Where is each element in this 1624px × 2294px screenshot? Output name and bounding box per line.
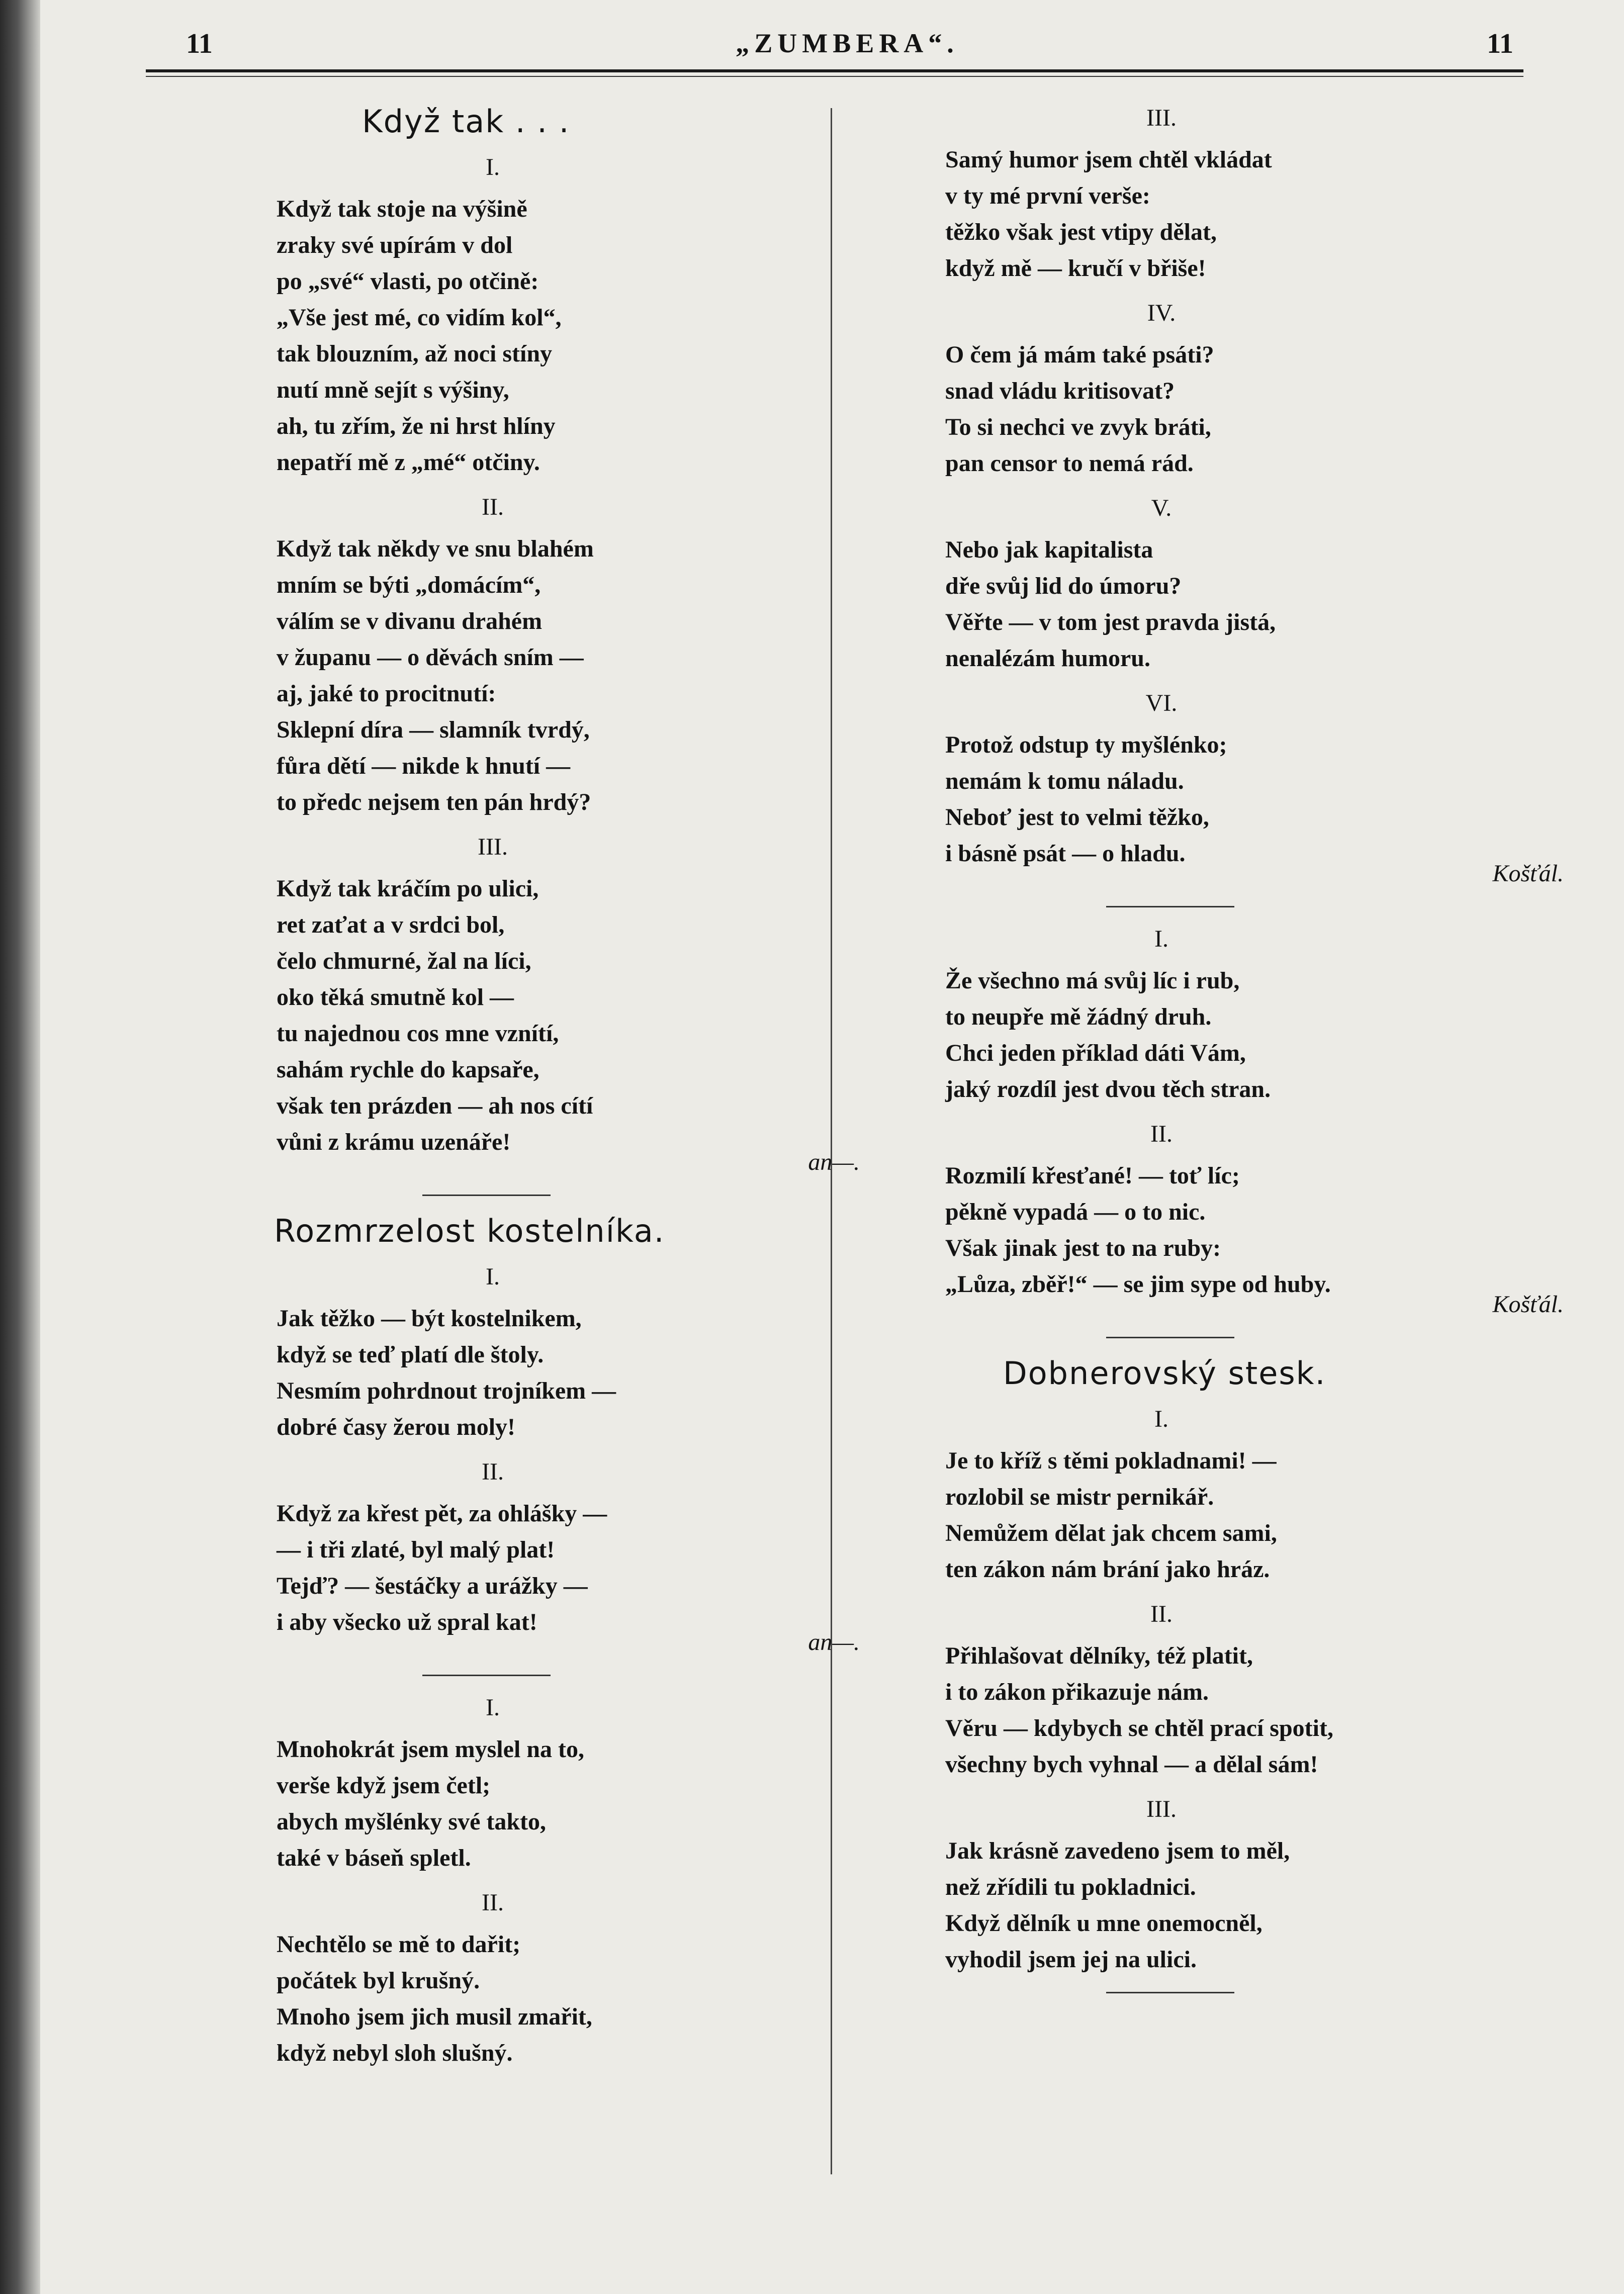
verse-line: jaký rozdíl jest dvou těch stran.	[945, 1076, 1271, 1103]
verse-line: nemám k tomu náladu.	[945, 768, 1184, 794]
stanza	[277, 1454, 820, 1640]
verse-line: Když tak kráčím po ulici,	[277, 875, 539, 902]
verse-line: Když dělník u mne onemocněl,	[945, 1910, 1262, 1937]
verse-line: dře svůj lid do úmoru?	[945, 573, 1182, 599]
verse-line: Samý humor jsem chtěl vkládat	[945, 146, 1272, 173]
section-number: I.	[1154, 1406, 1168, 1432]
author-signature: Košťál.	[1492, 860, 1564, 887]
stanza	[277, 830, 820, 1160]
verse-line: mním se býti „domácím“,	[277, 572, 541, 598]
verse-line: počátek byl krušný.	[277, 1967, 480, 1994]
verse-line: tak blouzním, až noci stíny	[277, 340, 553, 367]
verse-line: i aby všecko už spral kat!	[277, 1609, 537, 1635]
header-rule	[146, 69, 1523, 77]
section-number: I.	[1154, 926, 1168, 952]
verse-line: „Lůza, zběř!“ — se jim sype od huby.	[945, 1271, 1331, 1298]
verse-line: nenalézám humoru.	[945, 645, 1150, 672]
verse-line: nutí mně sejít s výšiny,	[277, 377, 509, 403]
stanza	[945, 1402, 1523, 1588]
verse-line: po „své“ vlasti, po otčině:	[277, 268, 539, 295]
section-number: II.	[1150, 1121, 1172, 1147]
verse-line: — i tři zlaté, byl malý plat!	[277, 1536, 555, 1563]
separator-rule	[422, 1195, 551, 1196]
verse-line: než zřídili tu pokladnici.	[945, 1874, 1196, 1900]
stanza	[945, 1597, 1523, 1783]
right-column	[945, 96, 1564, 2007]
verse-line: čelo chmurné, žal na líci,	[277, 948, 531, 974]
verse-line: snad vládu kritisovat?	[945, 378, 1175, 404]
author-signature: Košťál.	[1492, 1291, 1564, 1318]
verse-line: také v báseň spletl.	[277, 1845, 471, 1871]
stanza	[945, 101, 1523, 287]
verse-line: Neboť jest to velmi těžko,	[945, 804, 1209, 831]
stanza	[277, 1885, 820, 2071]
verse-line: fůra dětí — nikde k hnutí —	[277, 753, 571, 779]
column-divider	[831, 108, 832, 2174]
section-number: II.	[482, 494, 504, 520]
verse-line: Nesmím pohrdnout trojníkem —	[277, 1378, 616, 1404]
verse-line: Nebo jak kapitalista	[945, 536, 1153, 563]
verse-line: to neupře mě žádný druh.	[945, 1003, 1212, 1030]
verse-line: sahám rychle do kapsaře,	[277, 1056, 539, 1083]
verse-line: „Vše jest mé, co vidím kol“,	[277, 304, 562, 331]
page-number-left: 11	[186, 28, 213, 59]
section-number: I.	[486, 1694, 500, 1721]
separator-rule	[1106, 906, 1234, 907]
running-title: „ZUMBERA“.	[736, 28, 959, 58]
verse-line: v ty mé první verše:	[945, 182, 1150, 209]
stanza	[945, 296, 1523, 482]
verse-line: oko těká smutně kol —	[277, 984, 514, 1011]
verse-line: těžko však jest vtipy dělat,	[945, 219, 1217, 245]
verse-line: Mnoho jsem jich musil zmařit,	[277, 2003, 592, 2030]
author-signature: an—.	[808, 1149, 860, 1175]
author-signature: an—.	[808, 1629, 860, 1656]
verse-line: válím se v divanu drahém	[277, 608, 543, 634]
verse-line: Jak těžko — být kostelnikem,	[277, 1305, 582, 1332]
verse-line: aj, jaké to procitnutí:	[277, 680, 496, 707]
verse-line: To si nechci ve zvyk bráti,	[945, 414, 1211, 440]
separator-rule	[1106, 1337, 1234, 1338]
stanza	[945, 1117, 1523, 1303]
stanza	[945, 491, 1523, 677]
verse-line: nepatří mě z „mé“ otčiny.	[277, 449, 540, 476]
verse-line: i to zákon přikazuje nám.	[945, 1679, 1209, 1705]
section-number: I.	[486, 1263, 500, 1290]
verse-line: když mě — kručí v břiše!	[945, 255, 1206, 282]
verse-line: Chci jeden příklad dáti Vám,	[945, 1040, 1246, 1066]
section-number: II.	[482, 1889, 504, 1916]
verse-line: Mnohokrát jsem myslel na to,	[277, 1736, 584, 1763]
verse-line: však ten prázden — ah nos cítí	[277, 1092, 593, 1119]
verse-line: ah, tu zřím, že ni hrst hlíny	[277, 413, 556, 439]
verse-line: Když tak někdy ve snu blahém	[277, 535, 594, 562]
stanza	[277, 1690, 820, 1876]
verse-line: verše když jsem četl;	[277, 1772, 491, 1799]
stanza	[945, 922, 1523, 1108]
stanza	[277, 1259, 820, 1445]
verse-line: všechny bych vyhnal — a dělal sám!	[945, 1751, 1318, 1778]
verse-line: když se teď platí dle štoly.	[277, 1341, 544, 1368]
verse-line: Rozmilí křesťané! — toť líc;	[945, 1162, 1240, 1189]
verse-line: O čem já mám také psáti?	[945, 341, 1214, 368]
verse-line: Nechtělo se mě to dařit;	[277, 1931, 521, 1958]
verse-line: Věru — kdybych se chtěl prací spotit,	[945, 1715, 1333, 1741]
stanza	[945, 686, 1523, 872]
page-number-right: 11	[1487, 28, 1513, 59]
section-number: II.	[1150, 1601, 1172, 1627]
verse-line: pěkně vypadá — o to nic.	[945, 1199, 1206, 1225]
verse-line: Jak krásně zavedeno jsem to měl,	[945, 1838, 1290, 1864]
verse-line: Však jinak jest to na ruby:	[945, 1235, 1221, 1261]
verse-line: rozlobil se mistr pernikář.	[945, 1484, 1214, 1510]
verse-line: to předc nejsem ten pán hrdý?	[277, 789, 591, 815]
verse-line: Když za křest pět, za ohlášky —	[277, 1500, 607, 1527]
verse-line: tu najednou cos mne vznítí,	[277, 1020, 559, 1047]
verse-line: v županu — o děvách sním —	[277, 644, 584, 671]
section-number: II.	[482, 1458, 504, 1485]
verse-line: vůni z krámu uzenáře!	[277, 1129, 511, 1155]
verse-line: ten zákon nám brání jako hráz.	[945, 1556, 1270, 1583]
left-column	[274, 101, 860, 2080]
poem-title: Když tak . . .	[362, 103, 570, 140]
separator-rule	[1106, 1992, 1234, 1993]
verse-line: Sklepní díra — slamník tvrdý,	[277, 716, 590, 743]
stanza	[277, 150, 820, 481]
verse-line: Že všechno má svůj líc i rub,	[945, 967, 1240, 994]
verse-line: Je to kříž s těmi pokladnami! —	[945, 1447, 1277, 1474]
poem-title: Rozmrzelost kostelníka.	[274, 1213, 665, 1249]
verse-line: ret zaťat a v srdci bol,	[277, 911, 505, 938]
verse-line: Nemůžem dělat jak chcem sami,	[945, 1520, 1277, 1546]
section-number: III.	[1146, 1796, 1177, 1822]
section-number: III.	[1146, 105, 1177, 131]
verse-line: i básně psát — o hladu.	[945, 840, 1186, 867]
stanza	[277, 490, 820, 820]
verse-line: vyhodil jsem jej na ulici.	[945, 1946, 1197, 1973]
verse-line: Když tak stoje na výšině	[277, 196, 527, 222]
verse-line: zraky své upírám v dol	[277, 232, 513, 258]
verse-line: abych myšlénky své takto,	[277, 1808, 547, 1835]
verse-line: Protož odstup ty myšlénko;	[945, 731, 1227, 758]
section-number: IV.	[1147, 300, 1176, 326]
verse-line: pan censor to nemá rád.	[945, 450, 1194, 477]
page-header	[171, 28, 1523, 63]
verse-line: Věřte — v tom jest pravda jistá,	[945, 609, 1276, 635]
verse-line: Přihlašovat dělníky, též platit,	[945, 1642, 1253, 1669]
verse-line: Tejď? — šestáčky a urážky —	[277, 1573, 588, 1599]
verse-line: dobré časy žerou moly!	[277, 1414, 516, 1440]
section-number: V.	[1151, 495, 1172, 521]
page-binding-edge	[0, 0, 40, 2294]
section-number: I.	[486, 154, 500, 180]
separator-rule	[422, 1675, 551, 1676]
poem-title: Dobnerovský stesk.	[1003, 1355, 1326, 1392]
verse-line: když nebyl sloh slušný.	[277, 2040, 513, 2066]
stanza	[945, 1792, 1523, 1978]
section-number: VI.	[1145, 690, 1178, 716]
section-number: III.	[478, 834, 508, 860]
